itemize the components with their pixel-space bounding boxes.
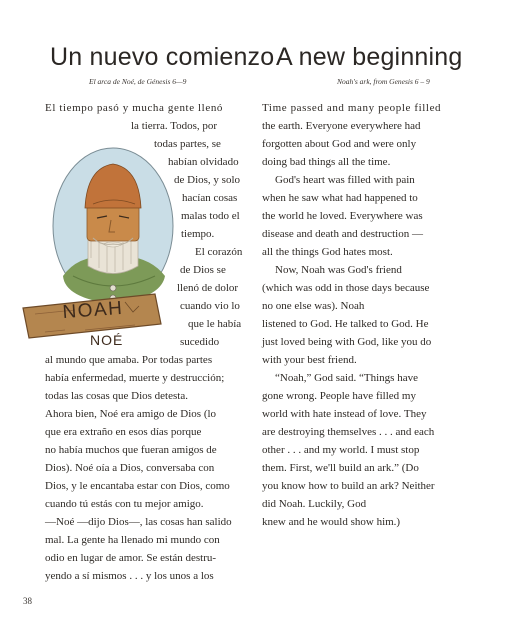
english-title: A new beginning [276, 43, 463, 71]
noe-caption: NOÉ [90, 332, 124, 348]
english-line: knew and he would show him.) [262, 516, 401, 528]
english-line: “Noah,” God said. “Things have [275, 372, 418, 384]
english-subtitle: Noah's ark, from Genesis 6 – 9 [337, 77, 430, 86]
spanish-line: de Dios, y solo [174, 174, 240, 186]
english-line: other . . . and my world. I must stop [262, 444, 420, 456]
spanish-line: que era extraño en esos días porque [45, 426, 202, 438]
page-number: 38 [23, 596, 32, 606]
spanish-line: yendo a sí mismos . . . y los unos a los [45, 570, 214, 582]
english-line: you know how to build an ark? Neither [262, 480, 435, 492]
spanish-line: Ahora bien, Noé era amigo de Dios (lo [45, 408, 217, 420]
english-line: with your best friend. [262, 354, 357, 366]
spanish-line: El corazón [195, 246, 243, 258]
english-line: world with hate instead of love. They [262, 408, 427, 420]
english-line: Time passed and many people filled [262, 102, 442, 114]
english-line: did Noah. Luckily, God [262, 498, 367, 510]
spanish-subtitle: El arca de Noé, de Génesis 6—9 [89, 77, 187, 86]
spanish-line: la tierra. Todos, por [131, 120, 218, 132]
english-line: listened to God. He talked to God. He [262, 318, 429, 330]
english-line: when he saw what had happened to [262, 192, 418, 204]
english-line: gone wrong. People have filled my [262, 390, 416, 402]
spanish-line: habían olvidado [168, 156, 239, 168]
spanish-line: malas todo el [181, 210, 240, 222]
spanish-line: —Noé —dijo Dios—, las cosas han salido [45, 516, 232, 528]
english-line: just loved being with God, like you do [262, 336, 432, 348]
spanish-line: al mundo que amaba. Por todas partes [45, 354, 213, 366]
english-line: the world he loved. Everywhere was [262, 210, 423, 222]
english-line: all the things God hates most. [262, 246, 393, 258]
spanish-line: cuando tú estás con tu mejor amigo. [45, 498, 204, 510]
spanish-line: todas las cosas que Dios detesta. [45, 390, 188, 402]
spanish-line: El tiempo pasó y mucha gente llenó [45, 102, 224, 114]
spanish-line: Dios). Noé oía a Dios, conversaba con [45, 462, 215, 474]
english-line: are destroying themselves . . . and each [262, 426, 435, 438]
spanish-line: tiempo. [181, 228, 215, 240]
spanish-line: no había muchos que fueran amigos de [45, 444, 217, 456]
english-line: them. First, we'll build an ark.” (Do [262, 462, 419, 474]
spanish-line: hacían cosas [182, 192, 238, 204]
spanish-line: de Dios se [180, 264, 226, 276]
spanish-line: cuando vio lo [180, 300, 240, 312]
english-line: disease and death and destruction — [262, 228, 423, 240]
english-line: doing bad things all the time. [262, 156, 391, 168]
english-line: no one else was). Noah [262, 300, 365, 312]
spanish-line: había enfermedad, muerte y destrucción; [45, 372, 225, 384]
noah-sign-text: NOAH [61, 297, 125, 324]
spanish-line: todas partes, se [154, 138, 221, 150]
spanish-line: que le había [188, 318, 242, 330]
english-line: Now, Noah was God's friend [275, 264, 402, 276]
english-line: forgotten about God and were only [262, 138, 417, 150]
spanish-title: Un nuevo comienzo [50, 43, 275, 71]
spanish-line: mal. La gente ha llenado mi mundo con [45, 534, 220, 546]
english-line: the earth. Everyone everywhere had [262, 120, 421, 132]
spanish-line: llenó de dolor [177, 282, 239, 294]
spanish-line: Dios, y le encantaba estar con Dios, como [45, 480, 230, 492]
spanish-line: sucedido [180, 336, 220, 348]
english-line: God's heart was filled with pain [275, 174, 415, 186]
spanish-line: odio en lugar de amor. Se están destru- [45, 552, 217, 564]
english-line: (which was odd in those days because [262, 282, 430, 294]
